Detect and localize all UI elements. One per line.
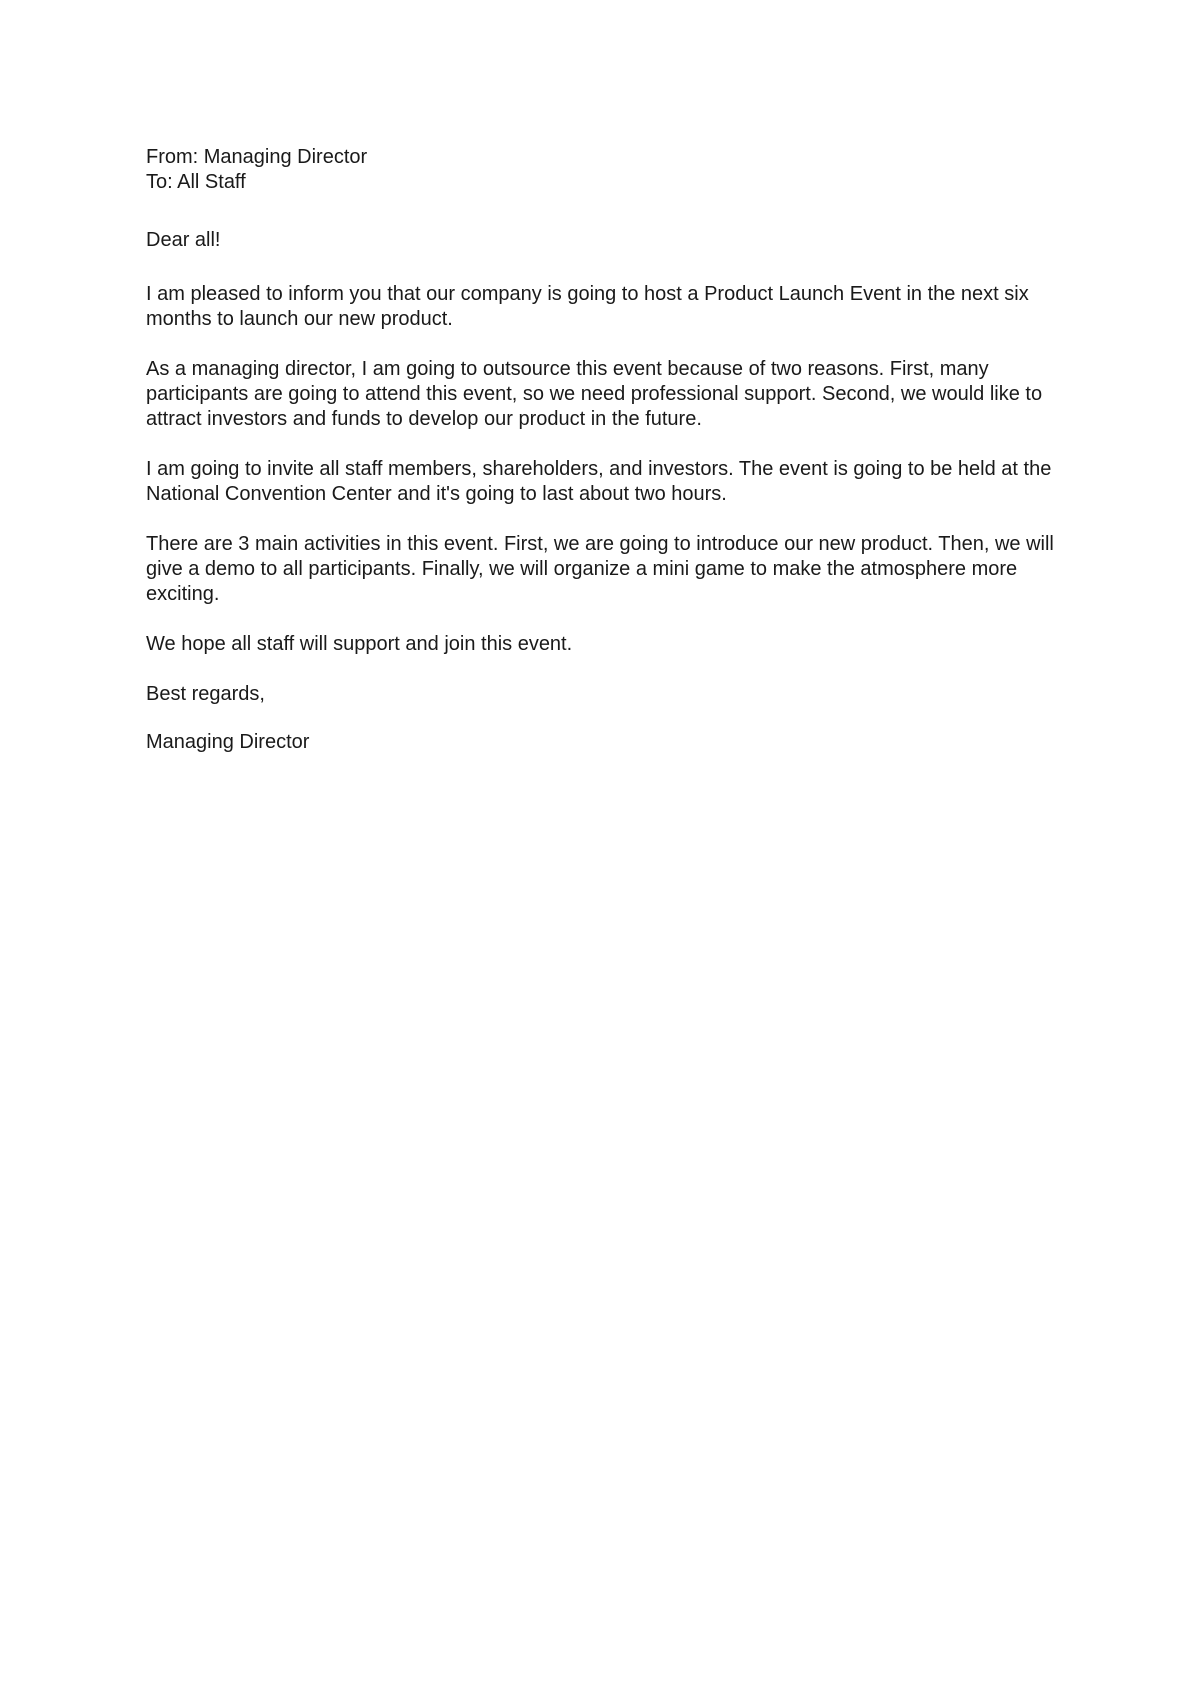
paragraph-outsourcing-reasons: As a managing director, I am going to outsource this event because of two reasons. First, many participants are going to attend this event, so we need professional support. Second, we would like to attract investors and funds to develop our product in the future. [146, 358, 1043, 430]
salutation: Dear all! [146, 229, 221, 251]
from-line: From: Managing Director [146, 146, 368, 168]
paragraph-invitees-venue: I am going to invite all staff members, shareholders, and investors. The event is going to be held at the National Convention Center and it's going to last about two hours. [146, 458, 1052, 505]
closing: Best regards, [146, 683, 265, 705]
letter-body [146, 145, 1066, 755]
paragraph-announcement: I am pleased to inform you that our company is going to host a Product Launch Event in the next six months to launch our new product. [146, 283, 1029, 330]
paragraph-activities: There are 3 main activities in this event. First, we are going to introduce our new product. Then, we will give a demo to all participants. Finally, we will organize a mini game to make the atmosphere more exciting. [146, 533, 1054, 605]
to-line: To: All Staff [146, 171, 246, 193]
paragraph-support-request: We hope all staff will support and join this event. [146, 633, 573, 655]
signature: Managing Director [146, 731, 310, 753]
